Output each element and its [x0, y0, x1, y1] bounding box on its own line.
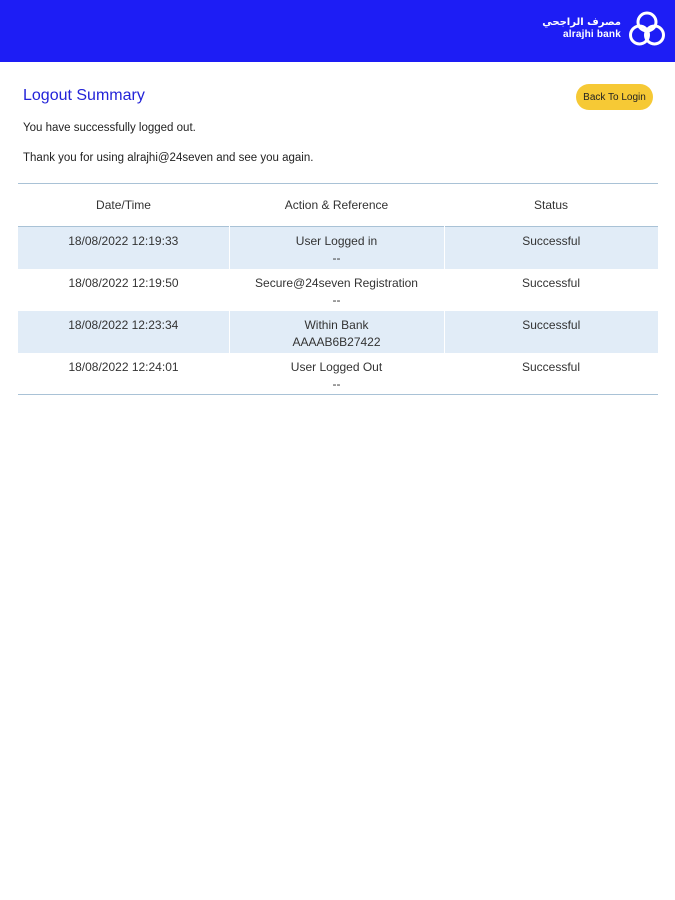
cell-action	[229, 269, 444, 311]
back-to-login-button[interactable]: Back To Login	[576, 84, 653, 110]
brand-name-latin: alrajhi bank	[563, 29, 621, 40]
column-header-action: Action & Reference	[284, 198, 389, 212]
table-row	[18, 227, 658, 269]
cell-status: Successful	[521, 275, 581, 290]
alrajhi-logo-icon	[627, 9, 667, 49]
reference-text: --	[332, 376, 341, 391]
logout-message: You have successfully logged out.	[23, 122, 196, 134]
action-text: Secure@24seven Registration	[255, 275, 418, 290]
action-text: Within Bank	[304, 317, 369, 332]
logout-summary-table	[18, 183, 658, 395]
cell-datetime: 18/08/2022 12:19:50	[68, 275, 179, 290]
reference-text: --	[332, 292, 341, 307]
brand-name-arabic: مصرف الراجحي	[542, 17, 621, 28]
brand-logo[interactable]	[542, 9, 667, 49]
cell-status: Successful	[521, 359, 581, 374]
table-header-row	[18, 184, 658, 227]
column-header-status: Status	[533, 198, 569, 212]
action-text: User Logged in	[295, 234, 378, 248]
page-title: Logout Summary	[23, 87, 145, 104]
reference-text: --	[332, 251, 341, 265]
cell-action	[229, 353, 444, 395]
app-header	[0, 0, 675, 62]
table-row	[18, 353, 658, 395]
table-row	[18, 269, 658, 311]
thank-you-message: Thank you for using alrajhi@24seven and see you again.	[23, 152, 314, 164]
cell-action	[229, 227, 444, 269]
brand-wordmark	[542, 17, 621, 41]
cell-action	[229, 311, 444, 353]
cell-datetime: 18/08/2022 12:19:33	[18, 227, 229, 269]
table-row	[18, 311, 658, 353]
reference-text: AAAAB6B27422	[292, 334, 381, 349]
action-text: User Logged Out	[290, 359, 383, 374]
cell-datetime: 18/08/2022 12:23:34	[18, 311, 229, 353]
cell-datetime: 18/08/2022 12:24:01	[68, 359, 179, 374]
cell-status: Successful	[444, 311, 658, 353]
column-header-datetime: Date/Time	[96, 198, 151, 212]
cell-status: Successful	[444, 227, 658, 269]
